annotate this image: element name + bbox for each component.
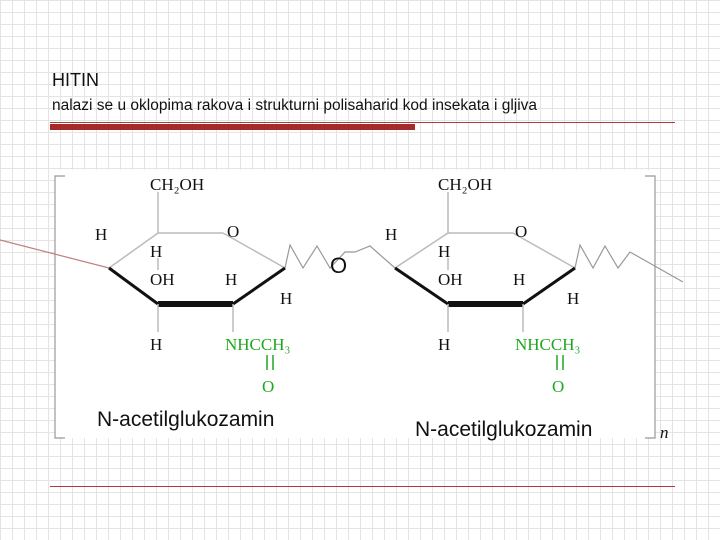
slide-subtitle: nalazi se u oklopima rakova i strukturni polisaharid kod insekata i gljiva — [52, 97, 538, 114]
glucosamine-unit-1 — [95, 175, 292, 396]
ch2oh-label: CH₂OH — [150, 175, 205, 194]
h-c4-label: H — [438, 242, 451, 261]
h-left-label: H — [95, 225, 108, 244]
accent-bar — [50, 124, 415, 130]
h-c2-label: H — [225, 270, 238, 289]
h-c4-label: H — [150, 242, 163, 261]
carbonyl-oxygen-label: O — [552, 377, 565, 396]
top-rule — [50, 122, 675, 123]
unit-1-name: N-acetilglukozamin — [97, 408, 275, 431]
carbonyl-oxygen-label: O — [262, 377, 275, 396]
repeat-bracket-left — [55, 176, 65, 438]
bond — [233, 268, 285, 304]
repeat-subscript: n — [660, 423, 669, 442]
chain-bond-right — [575, 245, 683, 282]
h-c1-label: H — [280, 289, 293, 308]
glucosamine-unit-2 — [385, 175, 581, 396]
glycosidic-oxygen-label: O — [330, 253, 348, 278]
nhcch3-label: NHCCH₃ — [515, 335, 581, 354]
h-bottom-label: H — [438, 335, 451, 354]
repeat-bracket-right — [645, 176, 655, 438]
bottom-rule — [50, 486, 675, 487]
chitin-structure-diagram — [55, 170, 669, 442]
nhcch3-label: NHCCH₃ — [225, 335, 291, 354]
molecule-panel — [55, 170, 669, 442]
ring-oxygen-label: O — [227, 222, 240, 241]
ch2oh-label: CH₂OH — [438, 175, 493, 194]
oh-c3-label: OH — [438, 270, 463, 289]
h-bottom-label: H — [150, 335, 163, 354]
h-c1-label: H — [567, 289, 580, 308]
h-left-label: H — [385, 225, 398, 244]
ring-oxygen-label: O — [515, 222, 528, 241]
oh-c3-label: OH — [150, 270, 175, 289]
h-c2-label: H — [513, 270, 526, 289]
slide-title: HITIN — [52, 70, 99, 90]
unit-2-name: N-acetilglukozamin — [415, 418, 593, 441]
